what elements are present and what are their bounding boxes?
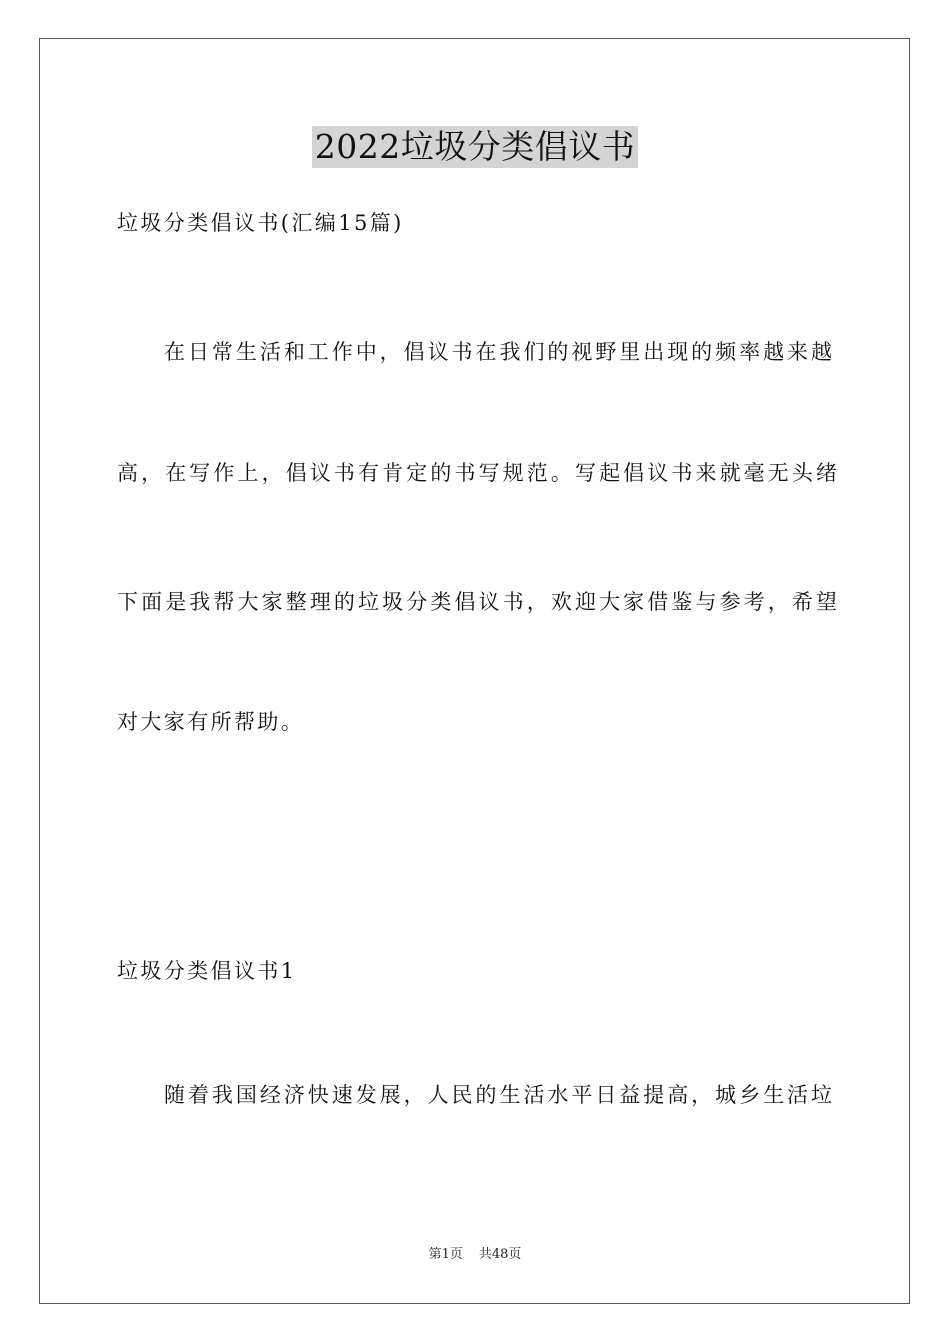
page-footer bbox=[0, 1246, 950, 1264]
title-container bbox=[0, 126, 950, 168]
paragraph-line: 对大家有所帮助。 bbox=[117, 710, 305, 734]
paragraph-line: 高，在写作上，倡议书有肯定的书写规范。写起倡议书来就毫无头绪 bbox=[117, 461, 837, 485]
page-number: 第1页 bbox=[428, 1247, 463, 1262]
document-title: 2022垃圾分类倡议书 bbox=[312, 126, 638, 168]
section-heading: 垃圾分类倡议书1 bbox=[117, 959, 297, 983]
document-subtitle: 垃圾分类倡议书(汇编15篇) bbox=[117, 211, 404, 235]
paragraph-line: 在日常生活和工作中，倡议书在我们的视野里出现的频率越来越 bbox=[164, 340, 832, 364]
page-total: 共48页 bbox=[478, 1247, 522, 1262]
paragraph-line: 随着我国经济快速发展，人民的生活水平日益提高，城乡生活垃 bbox=[164, 1083, 832, 1107]
paragraph-line: 下面是我帮大家整理的垃圾分类倡议书，欢迎大家借鉴与参考，希望 bbox=[117, 590, 837, 614]
